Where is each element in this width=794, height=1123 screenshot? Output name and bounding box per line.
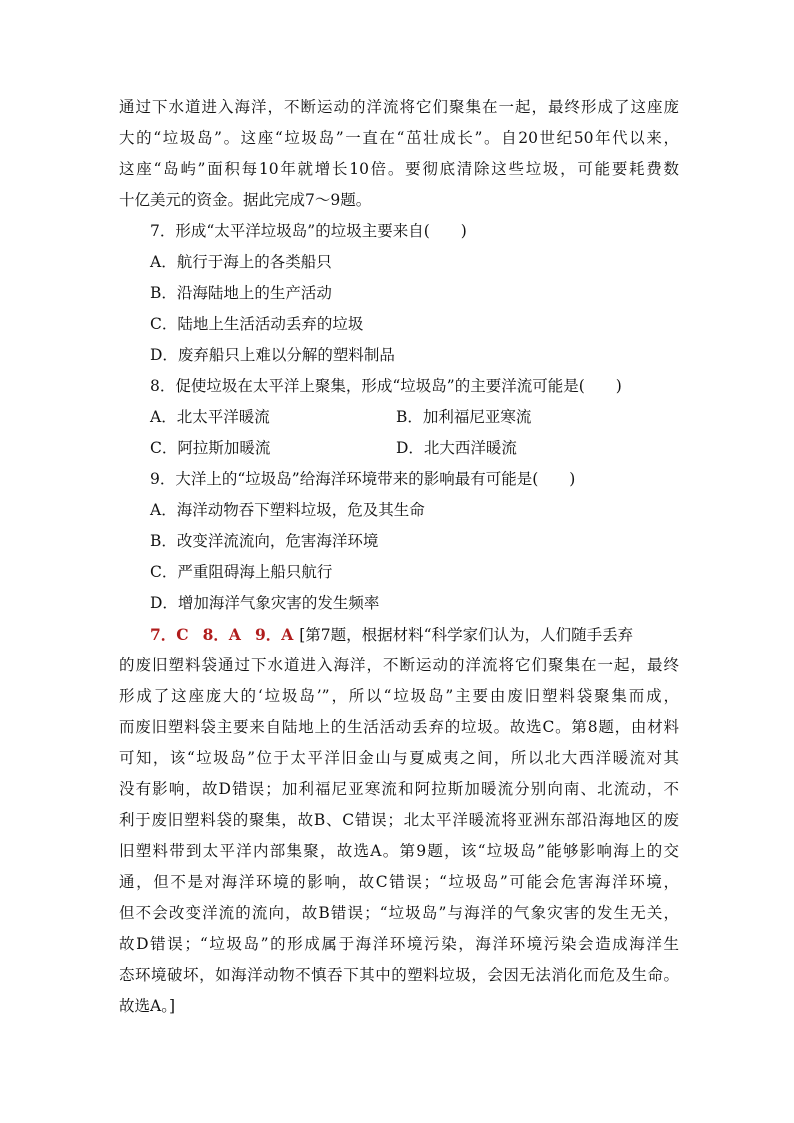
explanation-line: 的废旧塑料袋通过下水道进入海洋，不断运动的洋流将它们聚集在一起，最终 [119, 656, 679, 674]
option-c: C．严重阻碍海上船只航行 [150, 563, 333, 581]
option-a: A．海洋动物吞下塑料垃圾，危及其生命 [150, 501, 425, 519]
answer-explanation [119, 619, 679, 1022]
explanation-line: 通，但不是对海洋环境的影响，故C错误；“垃圾岛”可能会危害海洋环境， [119, 873, 679, 891]
answer-key-7: 7．C [150, 625, 189, 644]
option-b: B．沿海陆地上的生产活动 [150, 284, 332, 302]
option-b: B．加利福尼亚寒流 [396, 408, 532, 426]
option-d: D．废弃船只上难以分解的塑料制品 [150, 346, 395, 364]
explanation-line: 故选A。] [119, 997, 175, 1015]
passage-line: 十亿美元的资金。据此完成7～9题。 [119, 191, 372, 209]
question-8 [119, 371, 679, 464]
passage-line: 通过下水道进入海洋，不断运动的洋流将它们聚集在一起，最终形成了这座庞 [119, 98, 679, 116]
passage-line: 这座“岛屿”面积每10年就增长10倍。要彻底清除这些垃圾，可能要耗费数 [119, 160, 679, 178]
question-stem: 8．促使垃圾在太平洋上聚集，形成“垃圾岛”的主要洋流可能是( ) [150, 377, 622, 395]
explanation-line: 形成了这座庞大的‘垃圾岛’”，所以“垃圾岛”主要由废旧塑料袋聚集而成， [119, 687, 679, 705]
explanation-line: 利于废旧塑料袋的聚集，故B、C错误；北太平洋暖流将亚洲东部沿海地区的废 [119, 811, 679, 829]
answer-key-8: 8．A [202, 625, 241, 644]
document-page [119, 92, 679, 1022]
option-d: D．增加海洋气象灾害的发生频率 [150, 594, 380, 612]
question-stem: 9．大洋上的“垃圾岛”给海洋环境带来的影响最有可能是( ) [150, 470, 576, 488]
question-stem: 7．形成“太平洋垃圾岛”的垃圾主要来自( ) [150, 222, 467, 240]
option-c: C．陆地上生活活动丢弃的垃圾 [150, 315, 364, 333]
explanation-line: 可知，该“垃圾岛”位于太平洋旧金山与夏威夷之间，所以北大西洋暖流对其 [119, 749, 679, 767]
passage-line: 大的“垃圾岛”。这座“垃圾岛”一直在“茁壮成长”。自20世纪50年代以来， [119, 129, 679, 147]
option-row [119, 433, 679, 464]
explanation-line: 而废旧塑料袋主要来自陆地上的生活活动丢弃的垃圾。故选C。第8题，由材料 [119, 718, 679, 736]
explanation-line: 故D错误；“垃圾岛”的形成属于海洋环境污染，海洋环境污染会造成海洋生 [119, 935, 679, 953]
passage [119, 92, 679, 216]
answer-first-line [119, 619, 679, 650]
explanation-line: 态环境破坏，如海洋动物不慎吞下其中的塑料垃圾，会因无法消化而危及生命。 [119, 966, 679, 984]
answer-key-9: 9．A [254, 625, 294, 644]
option-b: B．改变洋流流向，危害海洋环境 [150, 532, 379, 550]
explanation-text: [第7题，根据材料“科学家们认为，人们随手丢弃 [299, 626, 634, 644]
explanation-line: 旧塑料带到太平洋内部集聚，故选A。第9题，该“垃圾岛”能够影响海上的交 [119, 842, 679, 860]
option-row [119, 402, 679, 433]
option-c: C．阿拉斯加暖流 [150, 439, 271, 457]
option-a: A．北太平洋暖流 [150, 408, 270, 426]
explanation-line: 但不会改变洋流的流向，故B错误；“垃圾岛”与海洋的气象灾害的发生无关， [119, 904, 679, 922]
option-d: D．北大西洋暖流 [396, 439, 517, 457]
option-a: A．航行于海上的各类船只 [150, 253, 332, 271]
question-9 [119, 464, 679, 619]
explanation-line: 没有影响，故D错误；加利福尼亚寒流和阿拉斯加暖流分别向南、北流动，不 [119, 780, 679, 798]
question-7 [119, 216, 679, 371]
